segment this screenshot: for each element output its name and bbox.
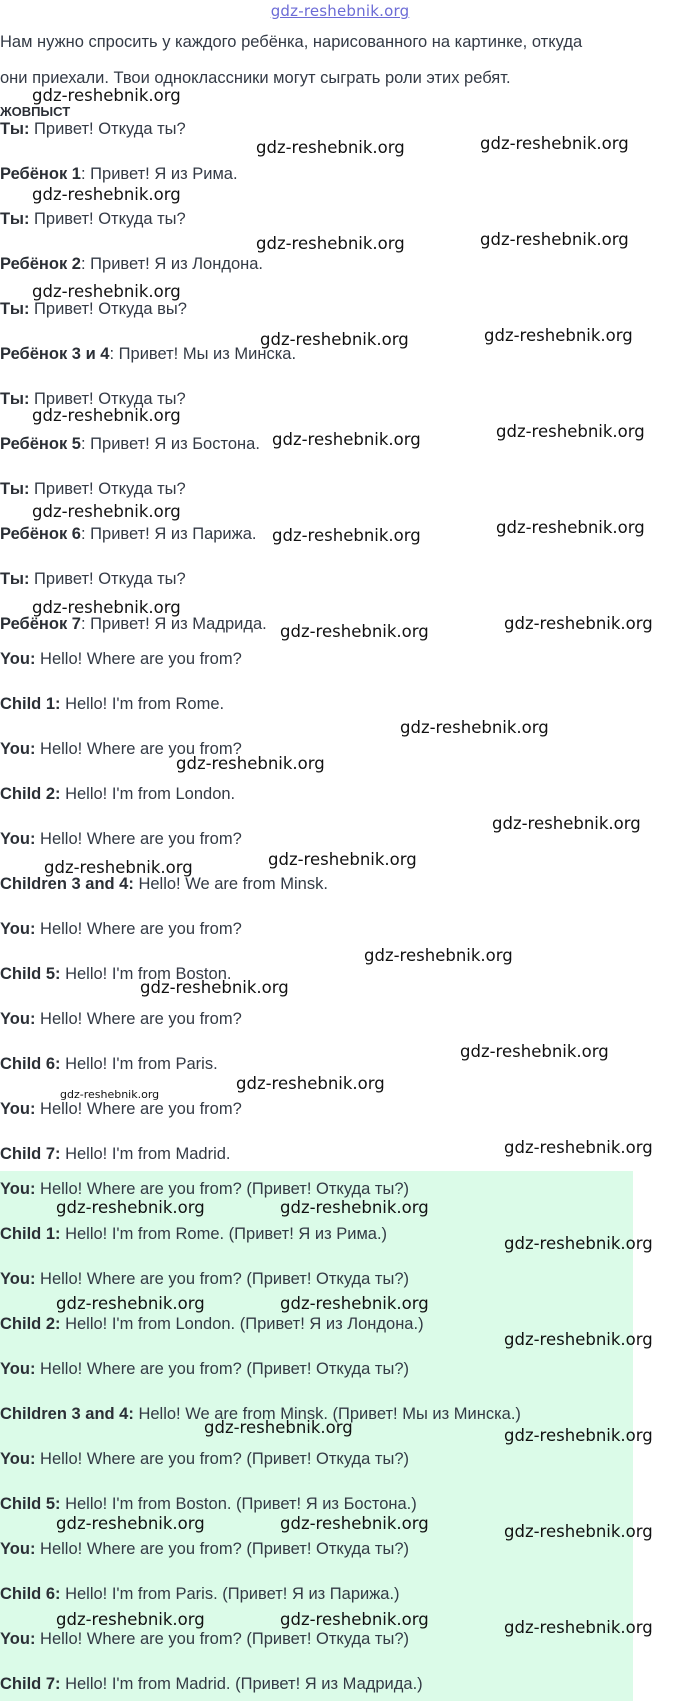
watermark: gdz-reshebnik.org (32, 406, 181, 425)
watermark: gdz-reshebnik.org (204, 1418, 353, 1437)
watermark: gdz-reshebnik.org (32, 598, 181, 617)
dialog-line: You: Hello! Where are you from? (Привет! Откуда ты?) (0, 1540, 410, 1558)
watermark: gdz-reshebnik.org (280, 1514, 429, 1533)
watermark: gdz-reshebnik.org (236, 1074, 385, 1093)
dialog-line: You: Hello! Where are you from? (Привет! Откуда ты?) (0, 1360, 410, 1378)
dialog-line: Ты: Привет! Откуда ты? (0, 480, 186, 498)
dialog-line: Ты: Привет! Откуда ты? (0, 120, 186, 138)
watermark: gdz-reshebnik.org (504, 1522, 653, 1541)
dialog-line: Child 2: Hello! I'm from London. (Привет! Я из Лондона.) (0, 1315, 424, 1333)
dialog-line: Child 6: Hello! I'm from Paris. (0, 1055, 218, 1073)
watermark: gdz-reshebnik.org (364, 946, 513, 965)
dialog-line: Ты: Привет! Откуда ты? (0, 570, 186, 588)
dialog-line: Child 5: Hello! I'm from Boston. (Привет! Я из Бостона.) (0, 1495, 417, 1513)
watermark: gdz-reshebnik.org (504, 1426, 653, 1445)
dialog-line: You: Hello! Where are you from? (Привет! Откуда ты?) (0, 1630, 410, 1648)
dialog-line: You: Hello! Where are you from? (0, 740, 242, 758)
dialog-line: Ребёнок 6: Привет! Я из Парижа. (0, 525, 257, 543)
dialog-line: You: Hello! Where are you from? (0, 920, 242, 938)
watermark: gdz-reshebnik.org (280, 622, 429, 641)
watermark: gdz-reshebnik.org (256, 138, 405, 157)
watermark: gdz-reshebnik.org (56, 1514, 205, 1533)
clipped-label: ЖОВПЫСТ (0, 104, 71, 119)
watermark: gdz-reshebnik.org (280, 1610, 429, 1629)
watermark: gdz-reshebnik.org (44, 858, 193, 877)
watermark: gdz-reshebnik.org (140, 978, 289, 997)
watermark: gdz-reshebnik.org (504, 1234, 653, 1253)
dialog-line: Child 5: Hello! I'm from Boston. (0, 965, 232, 983)
watermark: gdz-reshebnik.org (496, 518, 645, 537)
dialog-line: Ребёнок 5: Привет! Я из Бостона. (0, 435, 260, 453)
watermark: gdz-reshebnik.org (56, 1610, 205, 1629)
watermark: gdz-reshebnik.org (56, 1294, 205, 1313)
dialog-line: Ты: Привет! Откуда вы? (0, 300, 187, 318)
watermark: gdz-reshebnik.org (176, 754, 325, 773)
dialog-line: You: Hello! Where are you from? (0, 1010, 242, 1028)
dialog-line: Ты: Привет! Откуда ты? (0, 390, 186, 408)
intro-line-1: Нам нужно спросить у каждого ребёнка, нарисованного на картинке, откуда (0, 33, 583, 51)
watermark: gdz-reshebnik.org (504, 1138, 653, 1157)
dialog-line: You: Hello! Where are you from? (0, 1100, 242, 1118)
watermark: gdz-reshebnik.org (32, 185, 181, 204)
watermark: gdz-reshebnik.org (272, 430, 421, 449)
dialog-line: Child 1: Hello! I'm from Rome. (Привет! Я из Рима.) (0, 1225, 388, 1243)
watermark: gdz-reshebnik.org (460, 1042, 609, 1061)
watermark: gdz-reshebnik.org (492, 814, 641, 833)
intro-line-2: они приехали. Твои одноклассники могут сыграть роли этих ребят. (0, 69, 511, 87)
dialog-line: Child 1: Hello! I'm from Rome. (0, 695, 225, 713)
watermark: gdz-reshebnik.org (280, 1198, 429, 1217)
dialog-line: You: Hello! Where are you from? (0, 650, 242, 668)
dialog-line: You: Hello! Where are you from? (Привет! Откуда ты?) (0, 1180, 410, 1198)
site-header-link[interactable]: gdz-reshebnik.org (270, 2, 410, 20)
watermark: gdz-reshebnik.org (504, 614, 653, 633)
dialog-line: Child 7: Hello! I'm from Madrid. (Привет! Я из Мадрида.) (0, 1675, 423, 1693)
dialog-line: Child 6: Hello! I'm from Paris. (Привет! Я из Парижа.) (0, 1585, 400, 1603)
dialog-line: You: Hello! Where are you from? (Привет! Откуда ты?) (0, 1450, 410, 1468)
dialog-line: You: Hello! Where are you from? (0, 830, 242, 848)
watermark: gdz-reshebnik.org (484, 326, 633, 345)
watermark: gdz-reshebnik.org (504, 1330, 653, 1349)
dialog-line: You: Hello! Where are you from? (Привет! Откуда ты?) (0, 1270, 410, 1288)
dialog-line: Child 7: Hello! I'm from Madrid. (0, 1145, 231, 1163)
watermark: gdz-reshebnik.org (280, 1294, 429, 1313)
watermark: gdz-reshebnik.org (56, 1198, 205, 1217)
dialog-line: Ребёнок 1: Привет! Я из Рима. (0, 165, 238, 183)
dialog-line: Children 3 and 4: Hello! We are from Minsk. (0, 875, 328, 893)
dialog-line: Ребёнок 2: Привет! Я из Лондона. (0, 255, 264, 273)
watermark: gdz-reshebnik.org (504, 1618, 653, 1637)
dialog-line: Ребёнок 7: Привет! Я из Мадрида. (0, 615, 267, 633)
watermark: gdz-reshebnik.org (256, 234, 405, 253)
watermark: gdz-reshebnik.org (400, 718, 549, 737)
watermark: gdz-reshebnik.org (260, 330, 409, 349)
dialog-line: Ты: Привет! Откуда ты? (0, 210, 186, 228)
watermark: gdz-reshebnik.org (496, 422, 645, 441)
watermark: gdz-reshebnik.org (268, 850, 417, 869)
watermark: gdz-reshebnik.org (32, 282, 181, 301)
watermark: gdz-reshebnik.org (272, 526, 421, 545)
watermark: gdz-reshebnik.org (480, 134, 629, 153)
dialog-line: Ребёнок 3 и 4: Привет! Мы из Минска. (0, 345, 297, 363)
dialog-line: Children 3 and 4: Hello! We are from Minsk. (Привет! Мы из Минска.) (0, 1405, 521, 1423)
watermark: gdz-reshebnik.org (60, 1088, 160, 1101)
watermark: gdz-reshebnik.org (480, 230, 629, 249)
watermark: gdz-reshebnik.org (32, 86, 181, 105)
watermark: gdz-reshebnik.org (32, 502, 181, 521)
dialog-line: Child 2: Hello! I'm from London. (0, 785, 236, 803)
